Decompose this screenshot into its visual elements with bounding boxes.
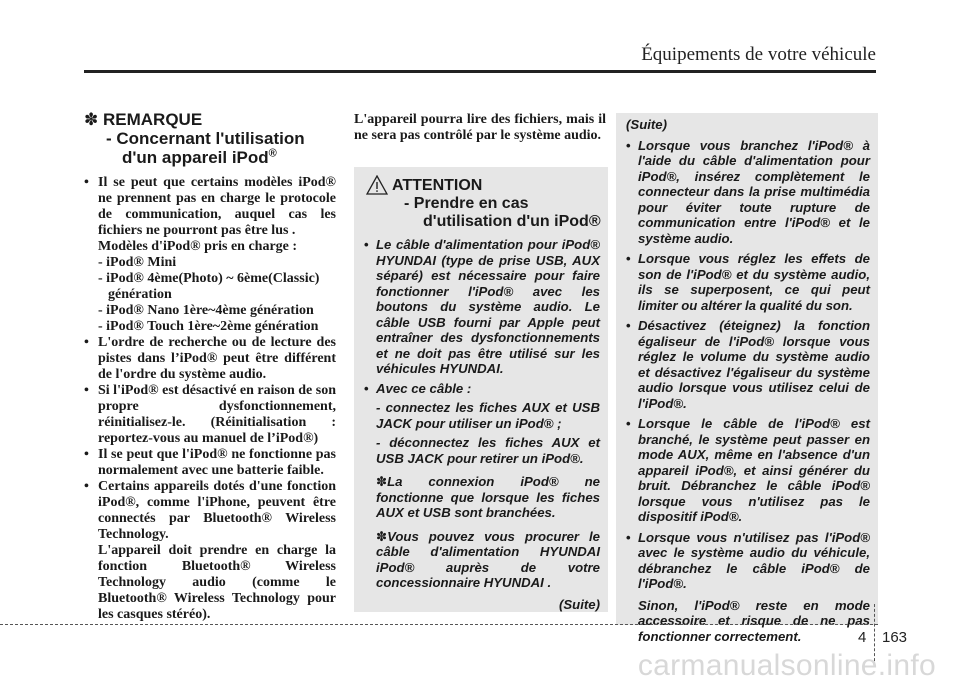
note-mark-icon: ✽ [84, 110, 99, 129]
supported-model: - iPod® 4ème(Photo) ~ 6ème(Classic) [98, 271, 320, 286]
caution-title: ATTENTION [392, 177, 483, 194]
continued-label: (Suite) [626, 117, 668, 132]
caution-continued-body [626, 117, 870, 644]
note-item: • Si l'iPod® est désactivé en raison de son propre dysfonctionnement, réinitialisez-le. (Réinitialisation : reportez-vous au manuel de l’iPod®) [84, 383, 336, 447]
header-rule [84, 70, 876, 73]
note-item: • Certains appareils dotés d'une fonction iPod®, comme l'iPhone, peuvent être connectés par Bluetooth® Wireless Technology. [84, 479, 336, 543]
supported-model: - iPod® Mini [98, 255, 177, 270]
note-item: • Il se peut que l'iPod® ne fonctionne pas normalement avec une batterie faible. [84, 447, 336, 479]
page-number: 163 [882, 629, 908, 646]
note-paragraph: L'appareil doit prendre en charge la fonction Bluetooth® Wireless Technology audio (comme le Bluetooth® Wireless Technology pour les casques stéréo). [98, 543, 336, 622]
note-mark-icon: ✽ [376, 528, 388, 544]
column2-paragraph: L'appareil pourra lire des fichiers, mais il ne sera pas contrôlé par le système audio. [354, 112, 606, 143]
caution-item: • Le câble d'alimentation pour iPod® HYUNDAI (type de prise USB, AUX séparé) est nécessaire pour faire fonctionner l'iPod® avec les boutons du système audio. Le câble USB fourni par Apple peut entraîner des dysfonctionnements et ne doit pas être utilisé sur les véhicules HYUNDAI. [364, 237, 600, 377]
caution-subtitle-line2: d'utilisation d'un iPod® [423, 213, 601, 230]
caution-item: • Lorsque vous branchez l'iPod® à l'aide du câble d'alimentation pour iPod®, insérez complètement le connecteur dans la prise multimédia pour éviter toute rupture de communication entre l'iPod® et le système audio. [626, 138, 870, 247]
note-title: REMARQUE [102, 110, 203, 129]
warning-triangle-icon [366, 175, 388, 195]
chapter-number: 4 [858, 629, 867, 646]
caution-item: • Lorsque vous n'utilisez pas l'iPod® avec le système audio du véhicule, débranchez le câble iPod® de l'iPod®. [626, 530, 870, 592]
note-item: • L'ordre de recherche ou de lecture des pistes dans l’iPod® peut être différent de l'ordre du système audio. [84, 335, 336, 383]
supported-model: - iPod® Touch 1ère~2ème génération [98, 319, 319, 334]
note-subtitle-line1: - Concernant l'utilisation [106, 129, 305, 148]
caution-box [354, 167, 608, 612]
continued-label: (Suite) [558, 596, 600, 612]
note-list [84, 175, 336, 623]
caution-subtitle-line1: - Prendre en cas [404, 195, 529, 212]
note-column [84, 110, 336, 623]
supported-model: - iPod® Nano 1ère~4ème génération [98, 303, 314, 318]
caution-item: • Désactivez (éteignez) la fonction égaliseur de l'iPod® lorsque vous réglez le volume du système audio et désactivez l'égaliseur du système audio lorsque vous utilisez celui de l'iPod®. [626, 318, 870, 411]
note-heading [84, 110, 336, 129]
caution-item: • Avec ce câble : [364, 381, 600, 397]
watermark: carmanualsonline.info [637, 649, 936, 682]
caution-body [364, 237, 600, 612]
caution-item: • Lorsque vous réglez les effets de son de l'iPod® et du système audio, ils se superposent, ce qui peut limiter ou altérer la qualité du son. [626, 251, 870, 313]
note-mark-icon: ✽ [376, 474, 388, 489]
caution-item: • Lorsque le câble de l'iPod® est branché, le système peut passer en mode AUX, même en l'absence d'un appareil iPod®, et ainsi générer du bruit. Débranchez le câble iPod® lorsque vous n'utilisez pas le dispositif iPod®. [626, 416, 870, 525]
caution-final-paragraph: Sinon, l'iPod® reste en mode accessoire et risque de ne pas fonctionner correctement. [638, 597, 870, 644]
caution-note: ✽La connexion iPod® ne fonctionne que lorsque les fiches AUX et USB sont branchées. [376, 474, 600, 520]
caution-dash-item: - déconnectez les fiches AUX et USB JACK pour retirer un iPod®. [376, 435, 600, 466]
section-title: Équipements de votre véhicule [641, 44, 876, 65]
caution-continued-box [616, 113, 878, 644]
caution-note: ✽Vous pouvez vous procurer le câble d'alimentation HYUNDAI iPod® auprès de votre concessionnaire HYUNDAI . [376, 528, 600, 590]
supported-models-heading: Modèles d'iPod® pris en charge : [98, 239, 298, 254]
caution-dash-item: - connectez les fiches AUX et USB JACK pour utiliser un iPod® ; [376, 400, 600, 431]
footer-rule [0, 624, 878, 625]
note-subtitle-line2: d'un appareil iPod® [122, 147, 277, 167]
supported-model: génération [108, 287, 172, 302]
note-item: • Il se peut que certains modèles iPod® ne prennent pas en charge le protocole de communication, auquel cas les fichiers ne pourront pas être lus . [84, 175, 336, 239]
